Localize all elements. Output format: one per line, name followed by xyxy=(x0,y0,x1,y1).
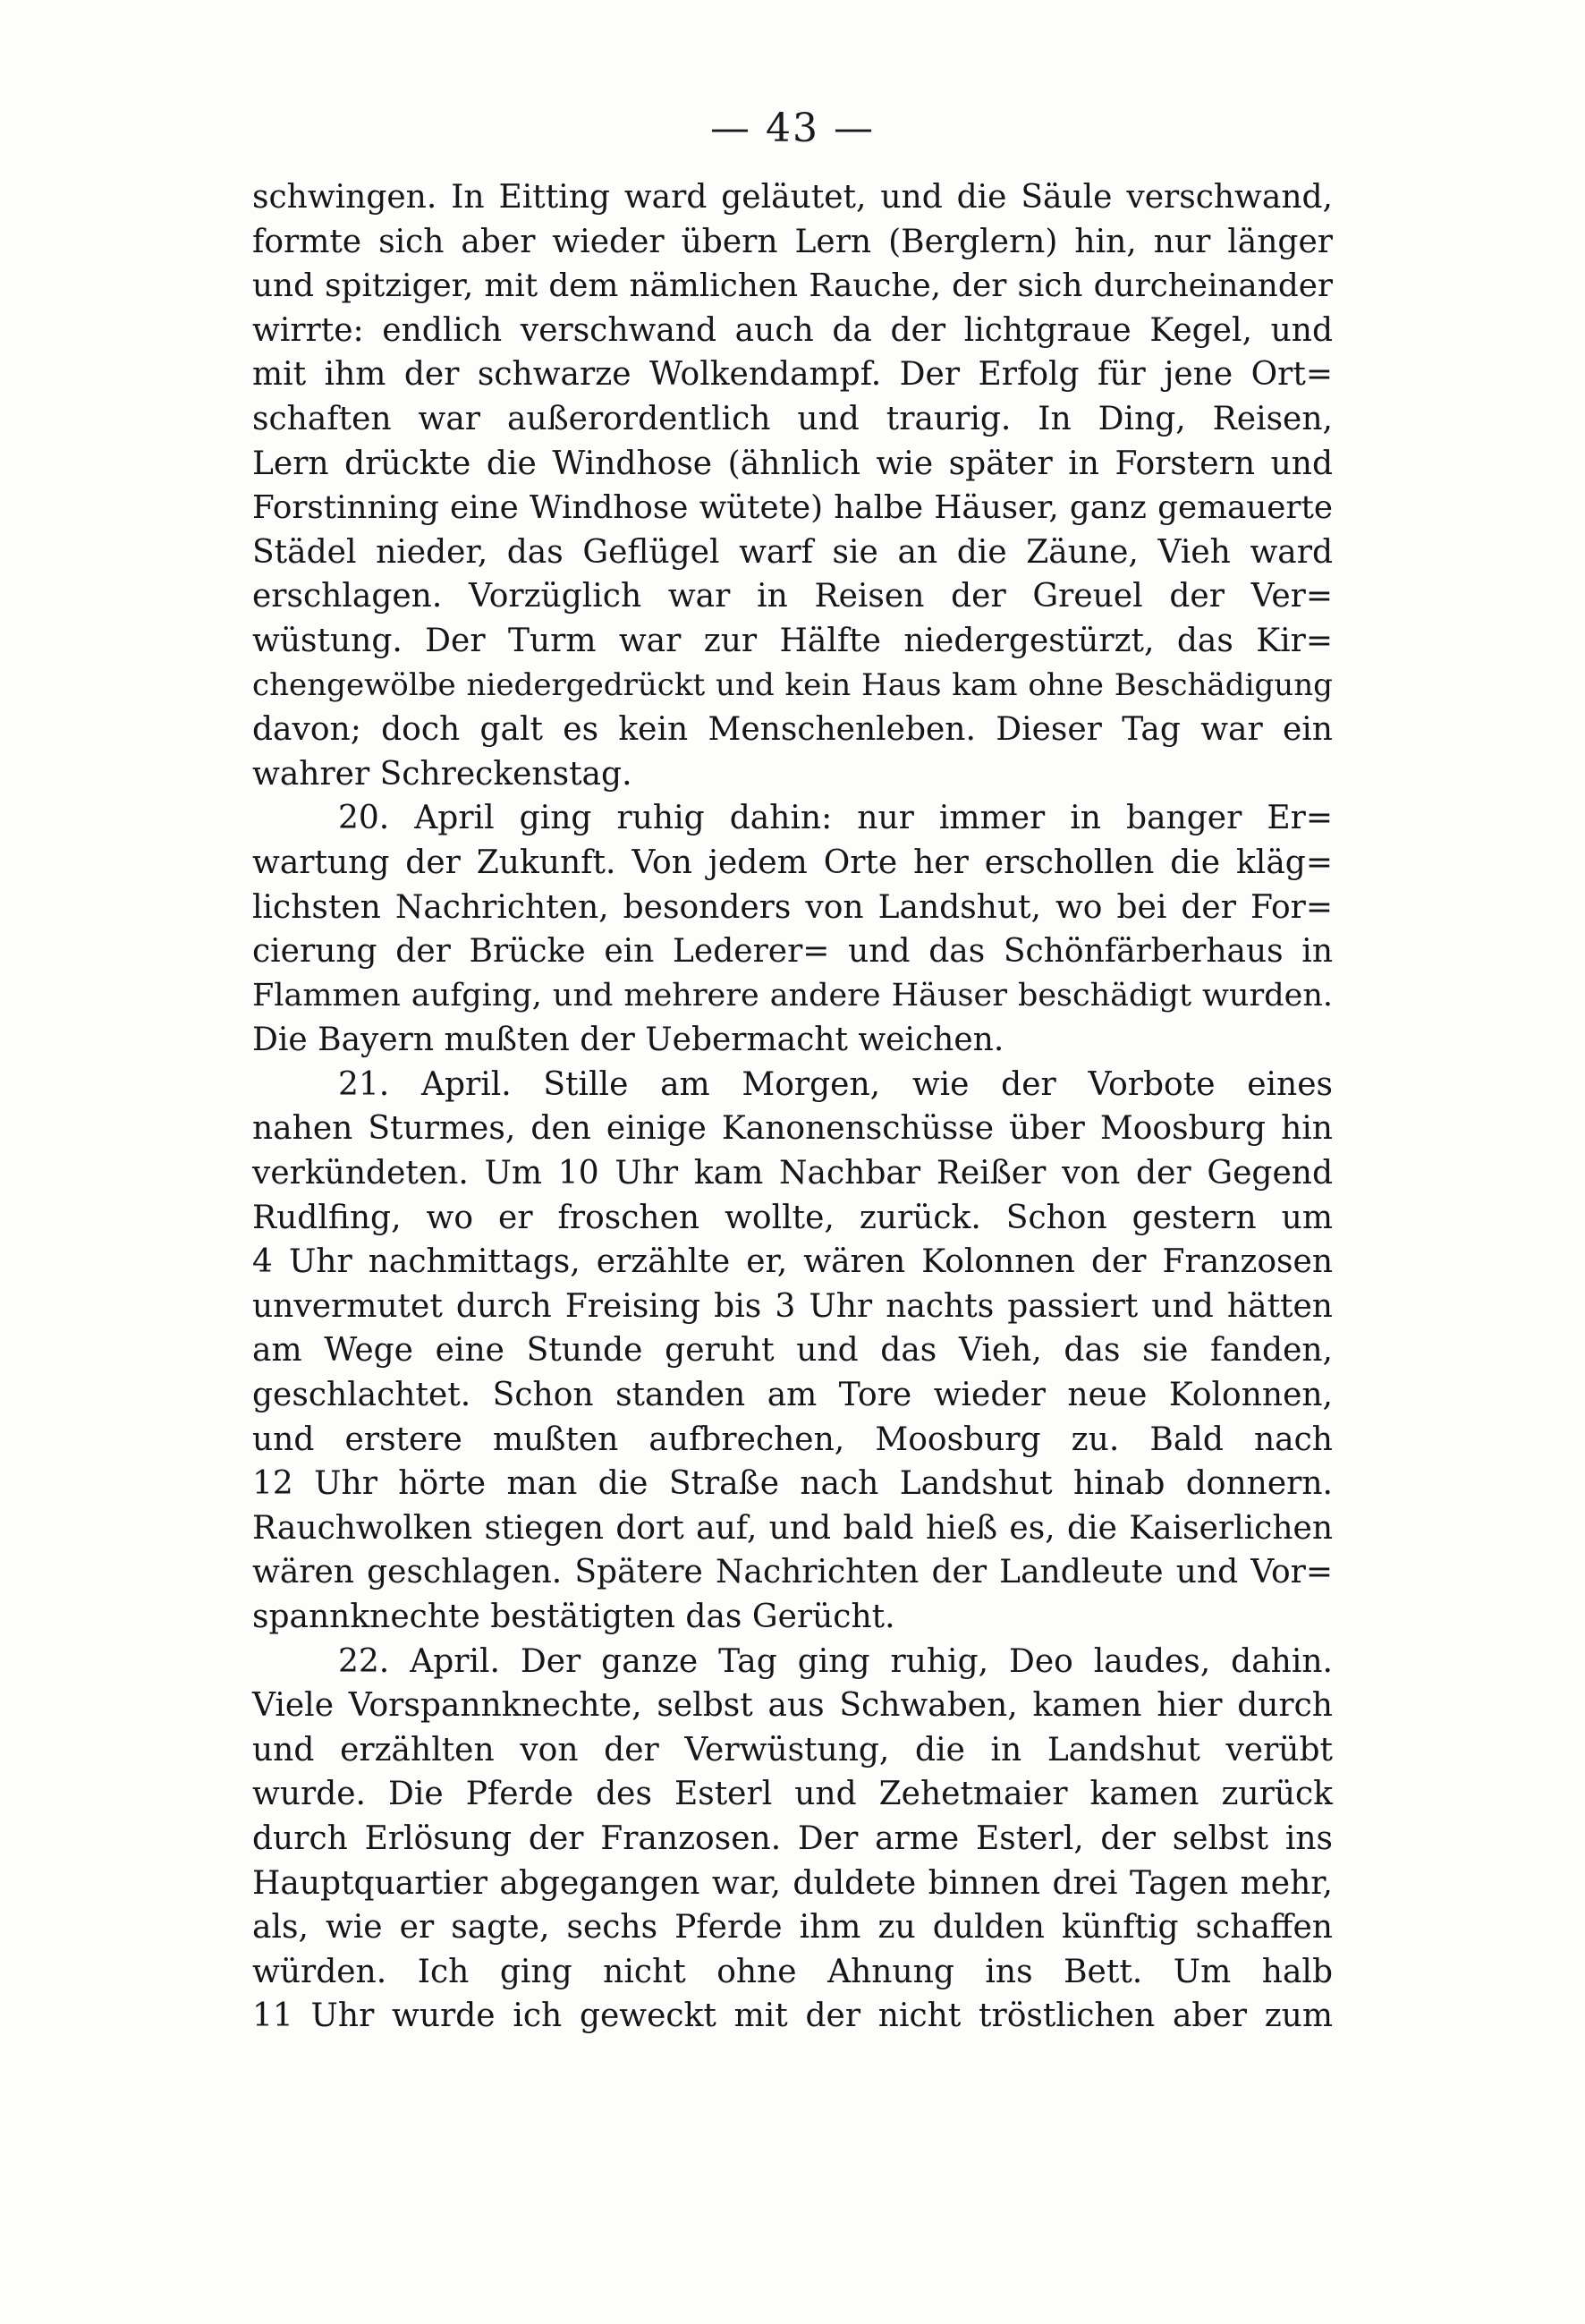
text-line: mit ihm der schwarze Wolkendampf. Der Erfolg für jene Ort= xyxy=(252,356,1333,394)
text-line: wirrte: endlich verschwand auch da der lichtgraue Kegel, und xyxy=(252,311,1333,349)
text-line: Viele Vorspannknechte, selbst aus Schwaben, kamen hier durch xyxy=(252,1687,1333,1725)
text-line: nahen Sturmes, den einige Kanonenschüsse über Moosburg hin xyxy=(252,1110,1333,1148)
text-line: schwingen. In Eitting ward geläutet, und die Säule verschwand, xyxy=(252,179,1333,216)
text-line: durch Erlösung der Franzosen. Der arme Esterl, der selbst ins xyxy=(252,1819,1333,1857)
text-line: verkündeten. Um 10 Uhr kam Nachbar Reißer von der Gegend xyxy=(252,1155,1333,1192)
text-line: würden. Ich ging nicht ohne Ahnung ins Bett. Um halb xyxy=(252,1953,1333,1990)
text-line: wartung der Zukunft. Von jedem Orte her erschollen die kläg= xyxy=(252,844,1333,881)
text-line: unvermutet durch Freising bis 3 Uhr nachts passiert und hätten xyxy=(252,1287,1333,1325)
text-line: als, wie er sagte, sechs Pferde ihm zu dulden künftig schaffen xyxy=(252,1909,1333,1947)
text-line: chengewölbe niedergedrückt und kein Haus kam ohne Beschädigung xyxy=(252,666,1333,703)
page-number: — 43 — xyxy=(710,106,875,151)
text-line: Hauptquartier abgegangen war, duldete binnen drei Tagen mehr, xyxy=(252,1864,1333,1902)
text-line: am Wege eine Stunde geruht und das Vieh, das sie fanden, xyxy=(252,1332,1333,1370)
text-line: lichsten Nachrichten, besonders von Landshut, wo bei der For= xyxy=(252,888,1333,926)
text-line: erschlagen. Vorzüglich war in Reisen der Greuel der Ver= xyxy=(252,578,1333,615)
text-line: Die Bayern mußten der Uebermacht weichen. xyxy=(252,1022,1004,1059)
text-line: spannknechte bestätigten das Gerücht. xyxy=(252,1599,895,1635)
text-line: wären geschlagen. Spätere Nachrichten der Landleute und Vor= xyxy=(252,1554,1333,1591)
text-line: und spitziger, mit dem nämlichen Rauche, der sich durcheinander xyxy=(252,267,1333,305)
text-line: formte sich aber wieder übern Lern (Berglern) hin, nur länger xyxy=(252,223,1333,260)
text-line: und erzählten von der Verwüstung, die in Landshut verübt xyxy=(252,1731,1333,1768)
text-line: cierung der Brücke ein Lederer= und das Schönfärberhaus in xyxy=(252,933,1333,971)
text-line: Städel nieder, das Geflügel warf sie an die Zäune, Vieh ward xyxy=(252,533,1333,571)
text-line: Forstinning eine Windhose wütete) halbe Häuser, ganz gemauerte xyxy=(252,489,1333,527)
text-line: 20. April ging ruhig dahin: nur immer in banger Er= xyxy=(338,800,1333,837)
text-line: Rudlfing, wo er froschen wollte, zurück. Schon gestern um xyxy=(252,1199,1333,1236)
text-line: Flammen aufging, und mehrere andere Häuser beschädigt wurden. xyxy=(252,977,1333,1014)
text-line: wurde. Die Pferde des Esterl und Zehetmaier kamen zurück xyxy=(252,1776,1333,1813)
body-text xyxy=(252,175,1333,2039)
text-line: wüstung. Der Turm war zur Hälfte niedergestürzt, das Kir= xyxy=(252,622,1333,659)
text-line: und erstere mußten aufbrechen, Moosburg zu. Bald nach xyxy=(252,1421,1333,1458)
text-line: 4 Uhr nachmittags, erzählte er, wären Kolonnen der Franzosen xyxy=(252,1243,1333,1281)
text-line: Lern drückte die Windhose (ähnlich wie später in Forstern und xyxy=(252,445,1333,482)
text-line: Rauchwolken stiegen dort auf, und bald hieß es, die Kaiserlichen xyxy=(252,1509,1333,1547)
text-line: geschlachtet. Schon standen am Tore wieder neue Kolonnen, xyxy=(252,1377,1333,1414)
text-line: 11 Uhr wurde ich geweckt mit der nicht tröstlichen aber zum xyxy=(252,1997,1333,2035)
text-line: wahrer Schreckenstag. xyxy=(252,755,632,793)
text-line: 12 Uhr hörte man die Straße nach Landshut hinab donnern. xyxy=(252,1465,1333,1503)
text-line: 22. April. Der ganze Tag ging ruhig, Deo laudes, dahin. xyxy=(338,1642,1333,1680)
text-line: schaften war außerordentlich und traurig. In Ding, Reisen, xyxy=(252,400,1333,437)
text-line: davon; doch galt es kein Menschenleben. Dieser Tag war ein xyxy=(252,711,1333,749)
text-line: 21. April. Stille am Morgen, wie der Vorbote eines xyxy=(338,1065,1333,1103)
